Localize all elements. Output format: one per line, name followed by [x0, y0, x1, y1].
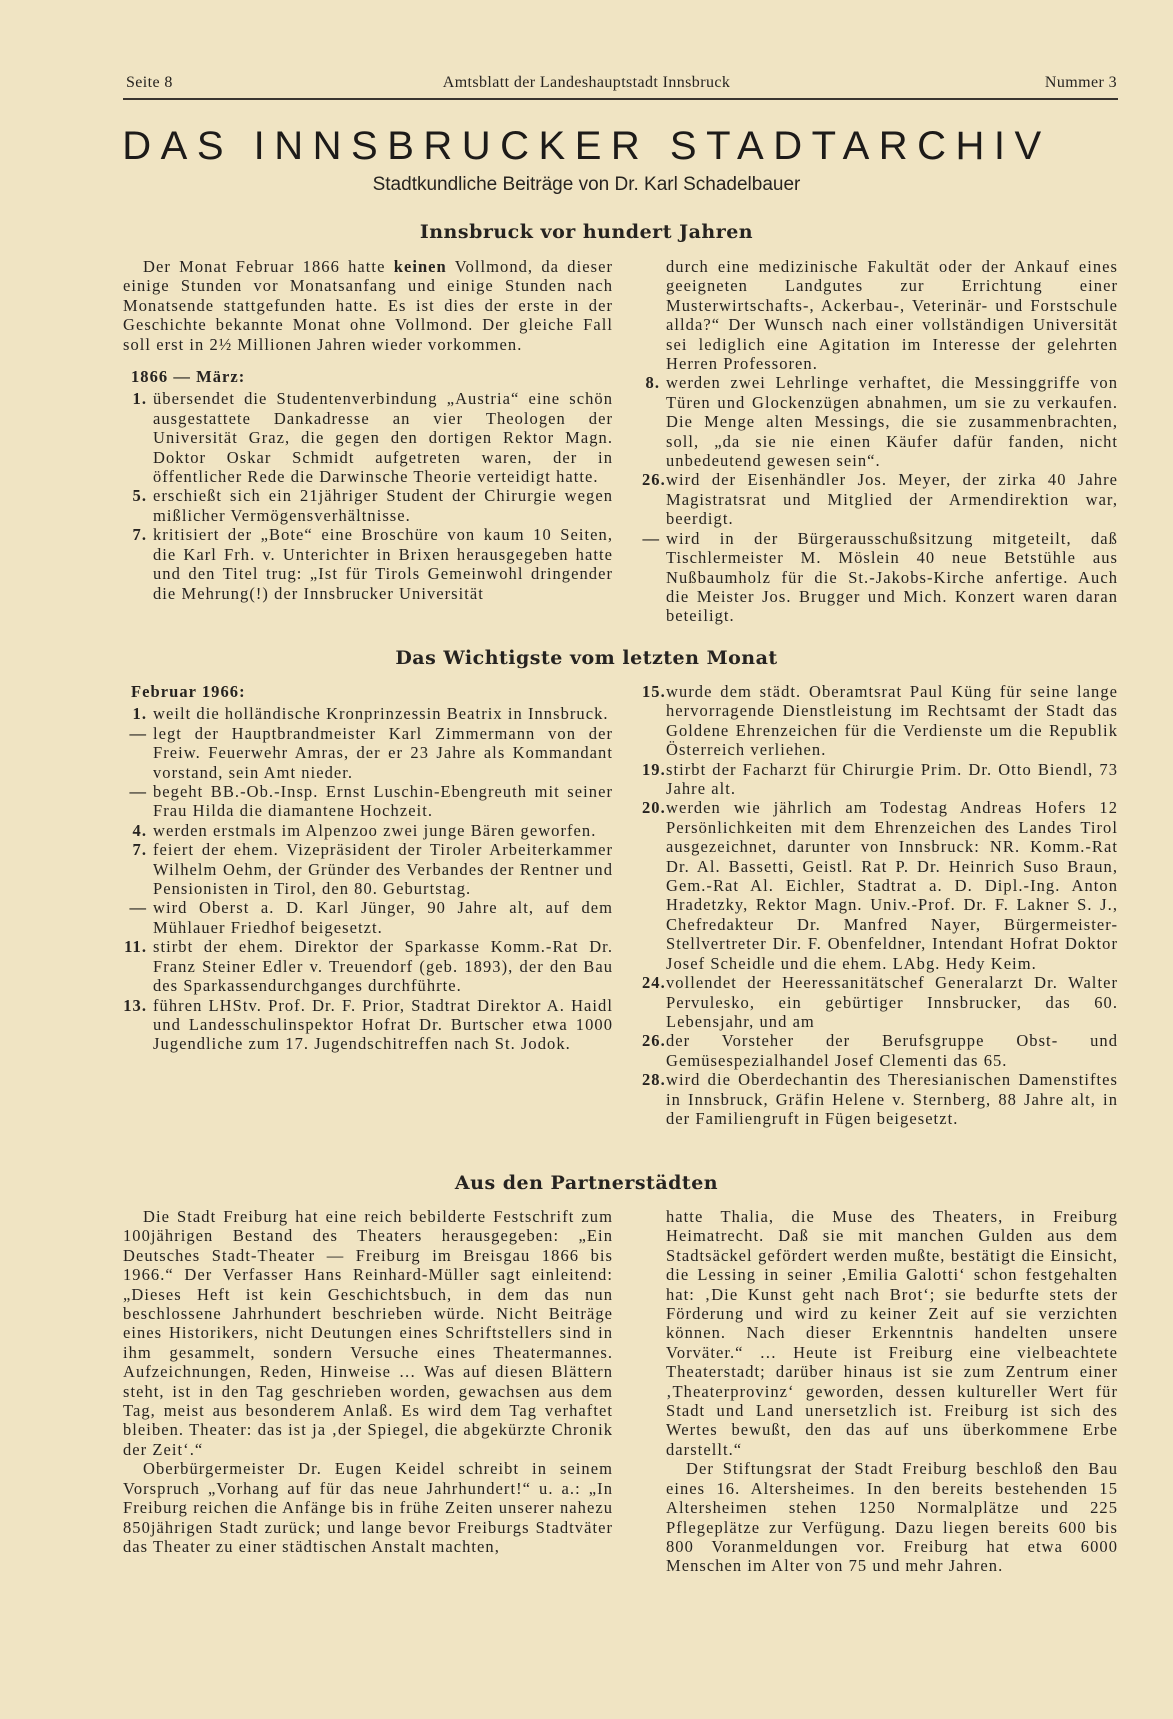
page-title: DAS INNSBRUCKER STADTARCHIV — [122, 124, 1051, 168]
intro-paragraph — [123, 257, 613, 354]
entry-text: wird in der Bürgerausschußsitzung mitgeteilt, daß Tischlermeister M. Möslein 40 neue Betstühle aus Nußbaumholz für die St.-Jakobs-Kirche anfertige. Auch die Meister Jos. Brugger und Mich. Konzert waren daran beteiligt. — [666, 528, 1118, 626]
entry-date: 1. — [132, 704, 147, 724]
entry-text: wird die Oberdechantin des Theresianischen Damenstiftes in Innsbruck, Gräfin Helene v. Sternberg, 88 Jahre alt, in der Familiengruft in Fügen beigesetzt. — [666, 1070, 1118, 1128]
entry-date: 7. — [132, 525, 147, 545]
page-number: Seite 8 — [126, 74, 173, 91]
chronicle-entry — [123, 898, 613, 937]
chronicle-entry — [123, 525, 613, 603]
entry-text: werden wie jährlich am Todestag Andreas Hofers 12 Persönlichkeiten mit dem Ehrenzeichen des Landes Tirol ausgezeichnet, darunter von Innsbruck: NR. Komm.-Rat Dr. Al. Bassetti, Geistl. Rat P. Dr. Heinrich Suso Braun, Gem.-Rat Al. Eichler, Stadtrat a. D. Dipl.-Ing. Anton Hradetzky, Rektor Magn. Univ.-Prof. Dr. F. Lakner S. J., Chefredakteur Dr. Manfred Nayer, Bürgermeister-Stellvertreter Dir. F. Obenfeldner, Intendant Hofrat Doktor Josef Scheidle und die ehem. LAbg. Hedy Keim. — [666, 798, 1118, 973]
article-paragraph: Die Stadt Freiburg hat eine reich bebilderte Festschrift zum 100jährigen Bestand des Theaters herausgegeben: „Ein Deutsches Stadt-Theater — Freiburg im Breisgau 1866 bis 1966.“ Der Verfasser Hans Reinhard-Müller sagt einleitend: „Dieses Heft ist kein Geschichtsbuch, in dem das nun beschlossene Jahrhundert beschrieben würde. Nicht Beiträge eines Historikers, nicht Deutungen eines Schriftstellers sind in ihm gesammelt, sondern Versuche eines Theatermannes. Aufzeichnungen, Reden, Hinweise … Was auf diesen Blättern steht, ist in den Tag geschrieben worden, gewachsen aus dem Tag, meist aus besonderem Anlaß. Es wird dem Tag verhaftet bleiben. Theater: das ist ja ‚der Spiegel, die abgekürzte Chronik der Zeit‘.“ — [123, 1207, 613, 1459]
section-heading-innsbruck-1866: Innsbruck vor hundert Jahren — [419, 221, 754, 243]
continuation-paragraph: hatte Thalia, die Muse des Theaters, in Freiburg Heimatrecht. Daß sie mit manchen Gulden aus dem Stadtsäckel gefördert werden mußte, bestätigt die Einsicht, die Lessing in seiner ‚Emilia Galotti‘ schon festgehalten hat: ‚Die Kunst geht nach Brot‘; sie bedurfte stets der Förderung und wird zu keiner Zeit auf sie verzichten können. Nach dieser Erkenntnis handelten unsere Vorväter.“ … Heute ist Freiburg eine vielbeachtete Theaterstadt; darüber hinaus ist sie zum Zentrum einer ‚Theaterprovinz‘ geworden, dessen kultureller Wert für Stadt und Land unersetzlich ist. Freiburg ist sich des Wertes bewußt, den das auf uns überkommene Erbe darstellt.“ — [666, 1207, 1118, 1459]
entry-text: führen LHStv. Prof. Dr. F. Prior, Stadtrat Direktor A. Haidl und Landesschulinspektor Hofrat Dr. Burtscher etwa 1000 Jugendliche zum 17. Jugendschitreffen nach St. Jodok. — [153, 995, 613, 1054]
chronicle-entry — [123, 389, 613, 486]
page-subtitle: Stadtkundliche Beiträge von Dr. Karl Schadelbauer — [372, 174, 801, 195]
entry-text: legt der Hauptbrandmeister Karl Zimmermann von der Freiw. Feuerwehr Amras, der er 23 Jahre als Kommandant vorstand, sein Amt nieder. — [153, 723, 613, 782]
article-paragraph: Oberbürgermeister Dr. Eugen Keidel schreibt in seinem Vorspruch „Vorhang auf für das neue Jahrhundert!“ u. a.: „In Freiburg reichen die Anfänge bis in frühe Zeiten unserer nahezu 850jährigen Stadt zurück; und lange bevor Freiburgs Stadtväter das Theater zu einer städtischen Anstalt machten, — [123, 1459, 613, 1556]
chronicle-entry — [644, 682, 1118, 760]
section1-right-column — [644, 257, 1118, 626]
section2-right-column — [644, 682, 1118, 1128]
section2-left-column — [123, 672, 613, 1054]
intro-text: Vollmond, da dieser einige Stunden vor Monatsanfang und einige Stunden nach Monatsende stattgefunden hatte. Es ist dies der erste in der Geschichte bekannte Monat ohne Vollmond. Der gleiche Fall soll erst in 2½ Millionen Jahren wieder vorkommen. — [123, 257, 614, 354]
entry-date: 1. — [132, 389, 147, 409]
entry-text: erschießt sich ein 21jähriger Student der Chirurgie wegen mißlicher Vermögensverhältnisse. — [153, 486, 613, 525]
chronicle-entry — [123, 996, 613, 1054]
entry-date: — — [129, 898, 147, 918]
entry-text: vollendet der Heeressanitätschef Generalarzt Dr. Walter Pervulesko, ein gebürtiger Innsbrucker, das 60. Lebensjahr, und am — [666, 973, 1118, 1031]
chronicle-entry — [644, 1031, 1118, 1070]
entry-text: wurde dem städt. Oberamtsrat Paul Küng für seine lange hervorragende Dienstleistung im Rechtsamt der Stadt das Goldene Ehrenzeichen für die Verdienste um die Republik Österreich verliehen. — [666, 682, 1118, 760]
entry-date: 5. — [132, 486, 147, 506]
entry-date: 26. — [642, 1031, 666, 1051]
chronicle-list — [123, 704, 613, 1053]
chronicle-entry — [123, 840, 613, 898]
chronicle-entry — [123, 704, 613, 723]
chronicle-entry — [123, 724, 613, 782]
entry-text: werden zwei Lehrlinge verhaftet, die Messinggriffe von Türen und Glockenzügen abnahmen, um sie zu verkaufen. Die Menge alten Messings, die sie zusammenbrachten, soll, „da sie nie einen Käufer dafür fanden, nicht unbedeutend gewesen sein“. — [666, 373, 1118, 471]
article-paragraph: Der Stiftungsrat der Stadt Freiburg beschloß den Bau eines 16. Altersheimes. In den bereits bestehenden 15 Altersheimen stehen 1250 Normalplätze und 225 Pflegeplätze zur Verfügung. Dazu liegen bereits 600 bis 800 Voranmeldungen vor. Freiburg hat etwa 6000 Menschen im Alter von 75 und mehr Jahren. — [666, 1459, 1118, 1576]
month-subheading: 1866 — März: — [131, 367, 246, 387]
chronicle-entry — [644, 373, 1118, 470]
entry-text: kritisiert der „Bote“ eine Broschüre von kaum 10 Seiten, die Karl Frh. v. Unterichter in Brixen herausgegeben hatte und den Titel trug: „Ist für Tirols Gemeinwohl dringender die Mehrung(!) der Innsbrucker Universität — [153, 525, 613, 603]
chronicle-entry — [644, 760, 1118, 799]
entry-text: wird Oberst a. D. Karl Jünger, 90 Jahre alt, auf dem Mühlauer Friedhof beigesetzt. — [153, 898, 613, 937]
chronicle-list — [644, 682, 1118, 1128]
entry-text: begeht BB.-Ob.-Insp. Ernst Luschin-Ebengreuth mit seiner Frau Hilda die diamantene Hochzeit. — [153, 782, 613, 821]
chronicle-entry — [123, 486, 613, 525]
month-subheading: Februar 1966: — [131, 682, 246, 701]
chronicle-entry — [644, 470, 1118, 528]
entry-date: 8. — [645, 373, 660, 393]
chronicle-entry — [644, 973, 1118, 1031]
section-heading-last-month: Das Wichtigste vom letzten Monat — [395, 647, 778, 669]
header-rule — [123, 98, 1118, 100]
entry-date: 24. — [642, 973, 666, 993]
publication-title: Amtsblatt der Landeshauptstadt Innsbruck — [442, 74, 731, 91]
chronicle-list — [644, 373, 1118, 625]
entry-date: — — [129, 723, 147, 743]
entry-date: 13. — [123, 995, 147, 1015]
section3-right-column — [644, 1207, 1118, 1576]
entry-date: 11. — [124, 937, 147, 957]
chronicle-list — [123, 389, 613, 602]
entry-date: 26. — [642, 470, 666, 490]
intro-emphasis: keinen — [393, 257, 447, 276]
entry-date: 28. — [642, 1070, 666, 1090]
chronicle-entry — [123, 821, 613, 840]
section1-left-column — [123, 257, 613, 603]
entry-text: feiert der ehem. Vizepräsident der Tiroler Arbeiterkammer Wilhelm Oehm, der Gründer des Verbandes der Rentner und Pensionisten in Tirol, den 80. Geburtstag. — [153, 840, 613, 899]
entry-text: der Vorsteher der Berufsgruppe Obst- und Gemüsespezialhandel Josef Clementi das 65. — [666, 1031, 1118, 1070]
entry-date: 19. — [642, 759, 666, 779]
entry-text: werden erstmals im Alpenzoo zwei junge Bären geworfen. — [153, 820, 597, 840]
entry-date: 7. — [132, 840, 147, 860]
chronicle-entry — [123, 937, 613, 995]
entry-date: 20. — [642, 798, 666, 818]
section-heading-partner-cities: Aus den Partnerstädten — [454, 1172, 719, 1194]
entry-text: stirbt der ehem. Direktor der Sparkasse Komm.-Rat Dr. Franz Steiner Edler v. Treuendorf (geb. 1893), der den Bau des Sparkassendurchganges durchführte. — [153, 937, 613, 996]
entry-date: — — [129, 782, 147, 802]
entry-text: weilt die holländische Kronprinzessin Beatrix in Innsbruck. — [153, 704, 609, 724]
section3-left-column — [123, 1207, 613, 1556]
entry-date: 4. — [132, 820, 147, 840]
continuation-paragraph: durch eine medizinische Fakultät oder der Ankauf eines geeigneten Landgutes zur Errichtung einer Musterwirtschafts-, Ackerbau-, Veterinär- und Forstschule allda?“ Der Wunsch nach einer vollständigen Universität sei lediglich eine Agitation im Interesse der gelehrten Herren Professoren. — [666, 257, 1118, 374]
entry-date: — — [642, 528, 660, 548]
entry-text: übersendet die Studentenverbindung „Austria“ eine schön ausgestattete Dankadresse an vier Theologen der Universität Graz, die gegen den dortigen Rektor Magn. Doktor Oskar Schmidt aufgetreten waren, der in öffentlicher Rede die Darwinsche Theorie verteidigt hatte. — [153, 389, 613, 487]
chronicle-entry — [123, 782, 613, 821]
intro-text: Der Monat Februar 1866 hatte — [143, 257, 394, 276]
chronicle-entry — [644, 798, 1118, 973]
entry-text: stirbt der Facharzt für Chirurgie Prim. Dr. Otto Biendl, 73 Jahre alt. — [666, 759, 1118, 799]
chronicle-entry — [644, 1070, 1118, 1128]
entry-date: 15. — [642, 682, 666, 701]
issue-number: Nummer 3 — [1044, 74, 1117, 91]
chronicle-entry — [644, 529, 1118, 626]
entry-text: wird der Eisenhändler Jos. Meyer, der zirka 40 Jahre Magistratsrat und Mitglied der Armendirektion war, beerdigt. — [666, 470, 1118, 529]
